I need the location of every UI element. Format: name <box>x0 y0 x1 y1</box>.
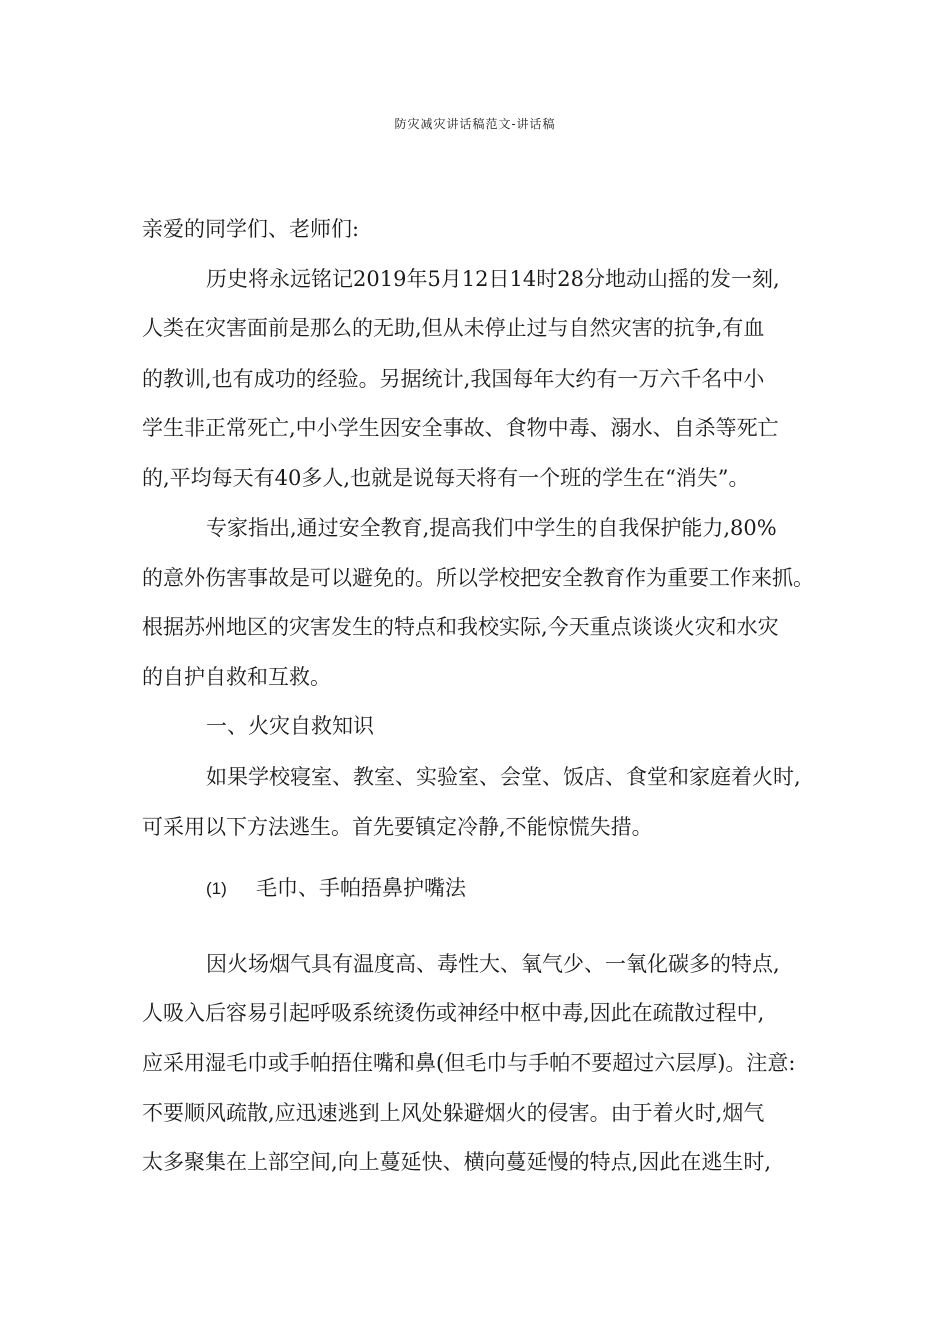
paragraph-line: 学生非正常死亡,中小学生因安全事故、食物中毒、溺水、自杀等死亡 <box>142 416 779 440</box>
paragraph-line: 的自护自救和互救。 <box>142 665 331 689</box>
paragraph-line: 的教训,也有成功的经验。另据统计,我国每年大约有一万六千名中小 <box>142 367 765 391</box>
document-title: 防灾减灾讲话稿范文-讲话稿 <box>394 117 556 131</box>
paragraph-line: 如果学校寝室、教室、实验室、会堂、饭店、食堂和家庭着火时, <box>206 765 801 789</box>
paragraph-line: 太多聚集在上部空间,向上蔓延快、横向蔓延慢的特点,因此在逃生时, <box>142 1150 772 1174</box>
list-item-number: (1) <box>206 879 227 898</box>
paragraph-line: 因火场烟气具有温度高、毒性大、氧气少、一氧化碳多的特点, <box>206 952 780 976</box>
paragraph-line: 人吸入后容易引起呼吸系统烫伤或神经中枢中毒,因此在疏散过程中, <box>142 1001 765 1025</box>
paragraph-line: 的,平均每天有40多人,也就是说每天将有一个班的学生在“消失”。 <box>142 466 750 490</box>
paragraph-line: 历史将永远铭记2019年5月12日14时28分地动山摇的发一刻, <box>206 267 780 291</box>
paragraph-line: 不要顺风疏散,应迅速逃到上风处躲避烟火的侵害。由于着火时,烟气 <box>142 1101 765 1125</box>
section-heading: 一、火灾自救知识 <box>206 714 374 738</box>
paragraph-line: 人类在灾害面前是那么的无助,但从未停止过与自然灾害的抗争,有血 <box>142 316 765 340</box>
list-item-text: 毛巾、手帕捂鼻护嘴法 <box>256 876 466 900</box>
paragraph-line: 专家指出,通过安全教育,提高我们中学生的自我保护能力,80% <box>206 516 777 540</box>
paragraph-line: 的意外伤害事故是可以避免的。所以学校把安全教育作为重要工作来抓。 <box>142 566 814 590</box>
salutation: 亲爱的同学们、老师们: <box>142 217 360 241</box>
paragraph-line: 可采用以下方法逃生。首先要镇定冷静,不能惊慌失措。 <box>142 815 653 839</box>
paragraph-line: 根据苏州地区的灾害发生的特点和我校实际,今天重点谈谈火灾和水灾 <box>142 615 779 639</box>
paragraph-line: 应采用湿毛巾或手帕捂住嘴和鼻(但毛巾与手帕不要超过六层厚)。注意: <box>142 1051 796 1075</box>
